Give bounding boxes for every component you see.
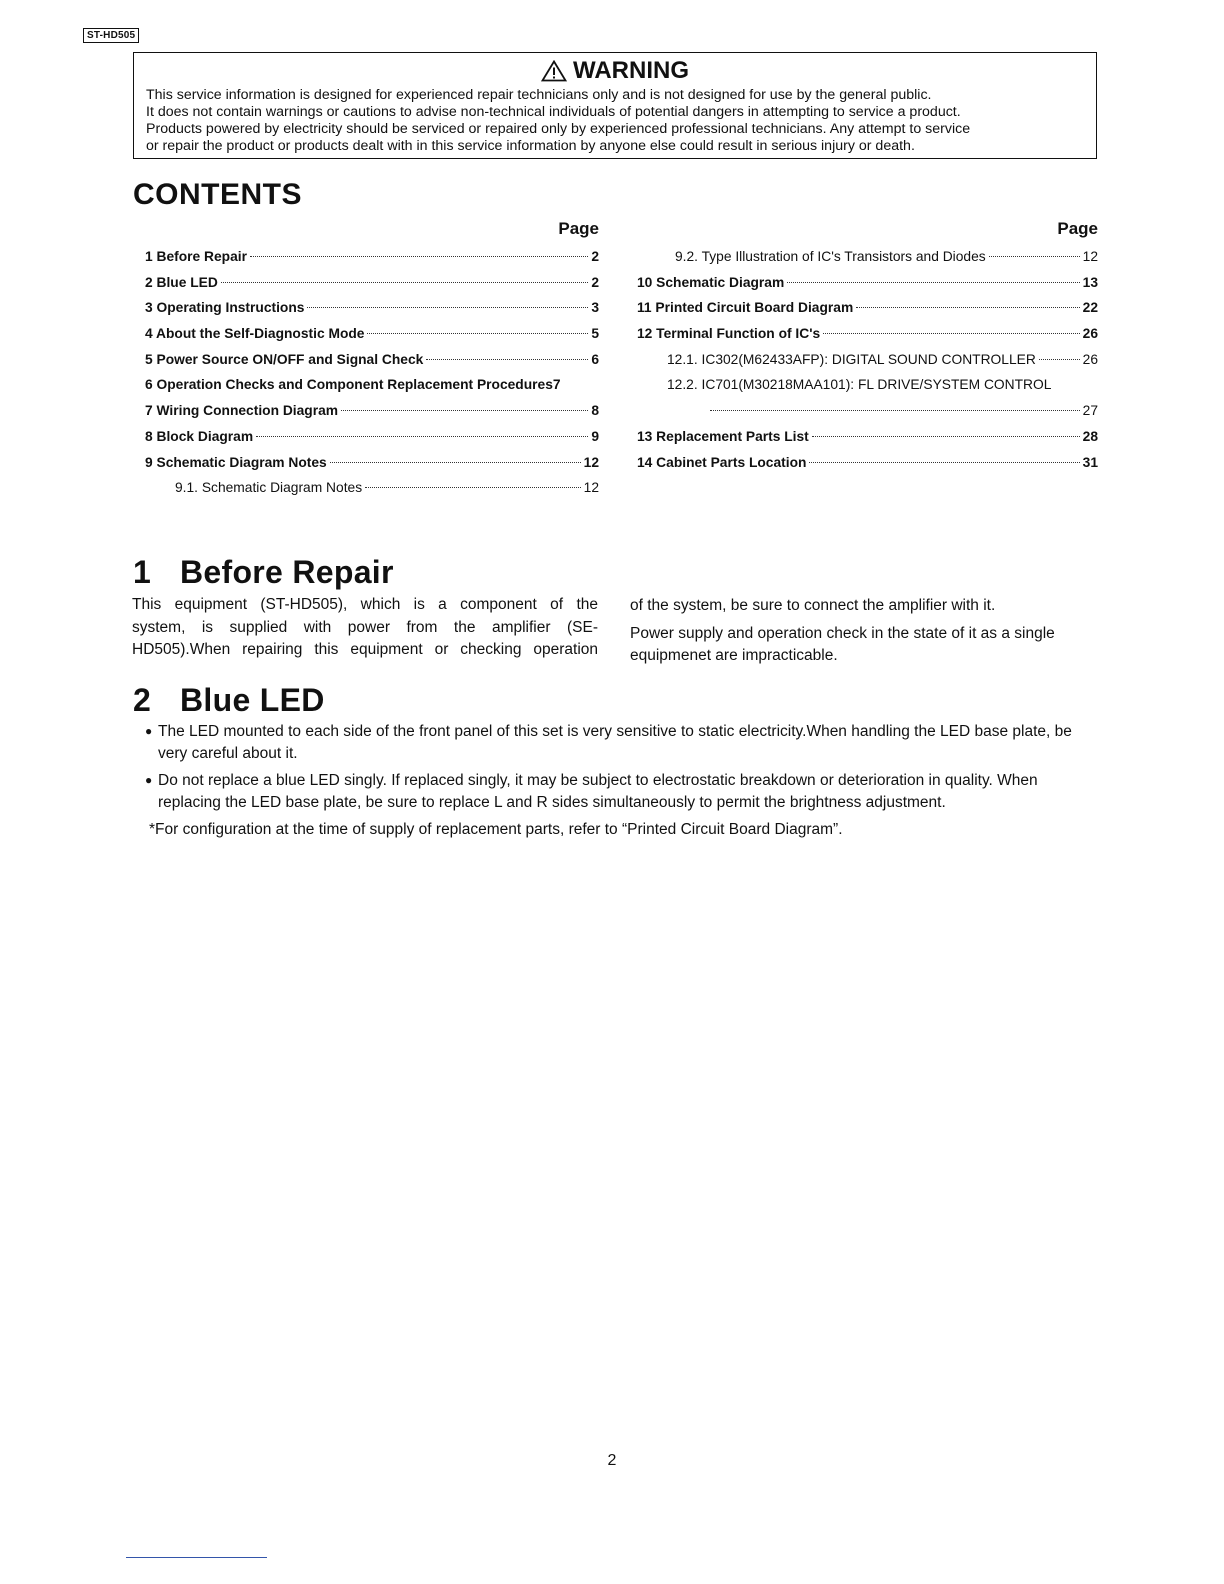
toc-entry-blue-led[interactable] xyxy=(145,275,599,301)
toc-entry-ic302[interactable] xyxy=(637,352,1098,378)
toc-label: 8 Block Diagram xyxy=(145,428,254,444)
warning-title-text: WARNING xyxy=(573,57,689,84)
toc-label: 7 Wiring Connection Diagram xyxy=(145,403,339,419)
toc-page: 13 xyxy=(1082,274,1098,290)
section-number: 1 xyxy=(133,554,152,590)
warning-triangle-icon xyxy=(541,60,567,82)
bullet-text: Do not replace a blue LED singly. If replaced singly, it may be subject to electrostatic breakdown or deterioration in quality. When replacing the LED base plate, be sure to replace L and R sides simultaneously to permit the brightness adjustment. xyxy=(158,772,1038,811)
paragraph-line: system, is supplied with power from the amplifier (SE- xyxy=(132,618,598,636)
bullet-icon: ● xyxy=(145,773,153,787)
toc-entry-cabinet-parts[interactable] xyxy=(637,455,1098,481)
bullet-text: The LED mounted to each side of the front panel of this set is very sensitive to static electricity.When handling the LED base plate, be very careful about it. xyxy=(158,723,1072,762)
before-repair-right-text xyxy=(630,595,1100,668)
toc-page: 2 xyxy=(591,274,599,290)
blue-led-bullets xyxy=(145,721,1098,841)
toc-label: 9 Schematic Diagram Notes xyxy=(145,454,327,470)
toc-page: 12 xyxy=(583,454,599,470)
toc-page: 26 xyxy=(1082,326,1098,342)
toc-label: 1 Before Repair xyxy=(145,249,247,264)
toc-label: 6 Operation Checks and Component Replacement Procedures xyxy=(145,377,553,393)
toc-page: 26 xyxy=(1082,351,1098,367)
toc-page: 8 xyxy=(591,403,599,419)
toc-entry-operation-checks[interactable] xyxy=(145,377,599,403)
toc-entry-ic701-continued[interactable] xyxy=(637,403,1098,429)
footer-divider xyxy=(126,1557,267,1558)
toc-entry-terminal-function[interactable] xyxy=(637,326,1098,352)
toc-entry-schematic-notes-sub[interactable] xyxy=(145,480,599,506)
warning-box xyxy=(133,52,1097,159)
toc-entry-before-repair[interactable] xyxy=(145,249,599,275)
toc-page: 22 xyxy=(1082,300,1098,316)
toc-entry-wiring-connection[interactable] xyxy=(145,403,599,429)
toc-label: 13 Replacement Parts List xyxy=(637,428,809,444)
paragraph: of the system, be sure to connect the amplifier with it. xyxy=(630,597,996,614)
toc-label: 11 Printed Circuit Board Diagram xyxy=(637,300,854,316)
toc-entry-schematic-diagram[interactable] xyxy=(637,275,1098,301)
warning-line: It does not contain warnings or cautions to advise non-technical individuals of potential dangers in attempting to service a product. xyxy=(146,104,961,120)
toc-page: 28 xyxy=(1082,428,1098,444)
section-heading-blue-led xyxy=(133,682,325,719)
paragraph-line: HD505).When repairing this equipment or checking operation xyxy=(132,641,598,658)
toc-left-column xyxy=(145,219,599,506)
section-number: 2 xyxy=(133,682,152,718)
model-tag: ST-HD505 xyxy=(83,28,139,43)
paragraph-line: This equipment (ST-HD505), which is a component of the xyxy=(132,596,598,613)
toc-label: 12.2. IC701(M30218MAA101): FL DRIVE/SYSTEM CONTROL xyxy=(667,377,1052,393)
toc-entry-pcb-diagram[interactable] xyxy=(637,300,1098,326)
toc-entry-replacement-parts[interactable] xyxy=(637,429,1098,455)
warning-title xyxy=(146,55,1084,87)
toc-page: 12 xyxy=(1082,249,1098,264)
toc-entry-type-illustration[interactable] xyxy=(637,249,1098,275)
contents-title: CONTENTS xyxy=(133,178,302,211)
toc-right-column xyxy=(637,219,1098,480)
warning-line: This service information is designed for experienced repair technicians only and is not designed for use by the general public. xyxy=(146,87,932,103)
toc-label: 5 Power Source ON/OFF and Signal Check xyxy=(145,351,424,367)
toc-page: 5 xyxy=(591,326,599,342)
toc-entry-block-diagram[interactable] xyxy=(145,429,599,455)
toc-label: 10 Schematic Diagram xyxy=(637,274,785,290)
before-repair-left-text xyxy=(132,594,598,662)
toc-page: 2 xyxy=(591,249,599,264)
toc-page-header: Page xyxy=(1057,219,1098,238)
toc-page: 6 xyxy=(591,351,599,367)
toc-page: 31 xyxy=(1082,454,1098,470)
toc-entry-operating-instructions[interactable] xyxy=(145,300,599,326)
toc-label: 12.1. IC302(M62433AFP): DIGITAL SOUND CONTROLLER xyxy=(667,351,1036,367)
warning-line: or repair the product or products dealt with in this service information by anyone else could result in serious injury or death. xyxy=(146,138,915,154)
toc-label: 9.1. Schematic Diagram Notes xyxy=(175,480,363,496)
toc-page: 9 xyxy=(591,428,599,444)
section-heading-before-repair xyxy=(133,554,394,591)
list-item xyxy=(145,770,1098,813)
section-title: Blue LED xyxy=(180,682,325,718)
toc-entry-self-diagnostic[interactable] xyxy=(145,326,599,352)
toc-page: 27 xyxy=(1082,403,1098,419)
toc-entry-ic701[interactable] xyxy=(637,377,1098,403)
toc-label: 12 Terminal Function of IC's xyxy=(637,326,821,342)
configuration-note: *For configuration at the time of supply of replacement parts, refer to “Printed Circuit Board Diagram”. xyxy=(149,821,843,838)
toc-label: 14 Cabinet Parts Location xyxy=(637,454,807,470)
toc-page: 3 xyxy=(591,300,599,316)
toc-label: 4 About the Self-Diagnostic Mode xyxy=(145,326,365,342)
toc-label: 2 Blue LED xyxy=(145,274,218,290)
page-number: 2 xyxy=(607,1452,617,1469)
paragraph: Power supply and operation check in the state of it as a single equipmenet are impracticable. xyxy=(630,624,1055,664)
list-item xyxy=(145,721,1098,764)
section-title: Before Repair xyxy=(180,554,394,590)
toc-page-header: Page xyxy=(558,219,599,238)
toc-entry-power-source[interactable] xyxy=(145,352,599,378)
bullet-icon: ● xyxy=(145,724,153,738)
toc-page: 12 xyxy=(583,480,599,496)
warning-line: Products powered by electricity should be serviced or repaired only by experienced professional technicians. Any attempt to service xyxy=(146,121,971,137)
toc-page: 7 xyxy=(552,377,561,393)
toc-entry-schematic-notes[interactable] xyxy=(145,455,599,481)
toc-label: 9.2. Type Illustration of IC's Transistors and Diodes xyxy=(675,249,986,264)
toc-label: 3 Operating Instructions xyxy=(145,300,305,316)
